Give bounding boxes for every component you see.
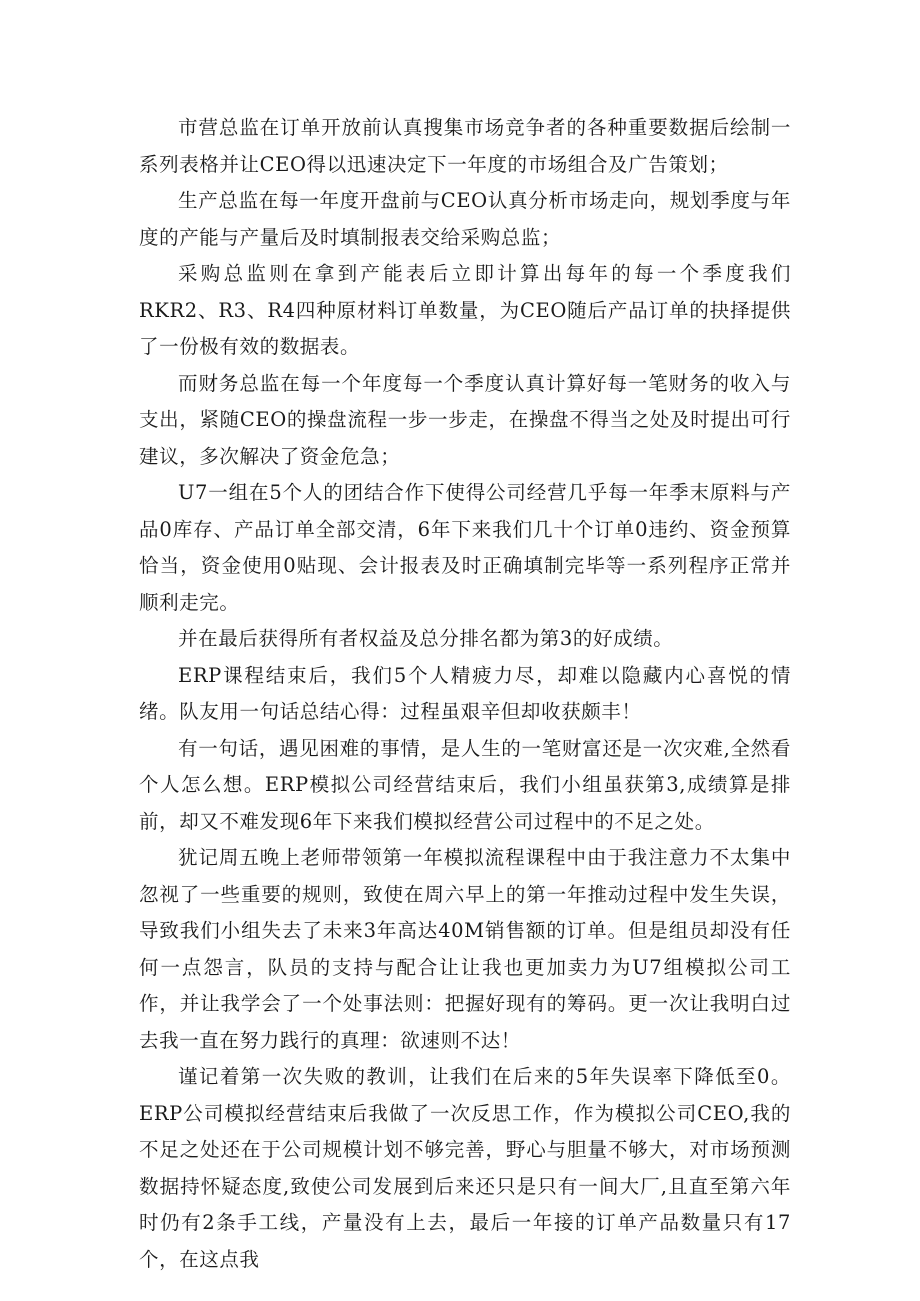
paragraph-team-u7: U7一组在5个人的团结合作下使得公司经营几乎每一年季末原料与产品0库存、产品订单全部交清，6年下来我们几十个订单0违约、资金预算恰当，资金使用0贴现、会计报表及时正确填制完毕等一系列程序正常并顺利走完。: [139, 481, 791, 614]
paragraph-course-end: ERP课程结束后，我们5个人精疲力尽，却难以隐藏内心喜悦的情绪。队友用一句话总结心得：过程虽艰辛但却收获颇丰！: [139, 663, 791, 723]
document-body: [139, 110, 791, 1278]
paragraph-purchasing-director: 采购总监则在拿到产能表后立即计算出每年的每一个季度我们RKR2、R3、R4四种原材料订单数量，为CEO随后产品订单的抉择提供了一份极有效的数据表。: [139, 262, 791, 358]
paragraph-friday-mistake: 犹记周五晚上老师带领第一年模拟流程课程中由于我注意力不太集中忽视了一些重要的规则，致使在周六早上的第一年推动过程中发生失误，导致我们小组失去了未来3年高达40M销售额的订单。但是组员却没有任何一点怨言，队员的支持与配合让让我也更加卖力为U7组模拟公司工作，并让我学会了一个处事法则：把握好现有的筹码。更一次让我明白过去我一直在努力践行的真理：欲速则不达！: [139, 846, 791, 1052]
paragraph-lessons-learned: 谨记着第一次失败的教训，让我们在后来的5年失误率下降低至0。ERP公司模拟经营结束后我做了一次反思工作，作为模拟公司CEO,我的不足之处还在于公司规模计划不够完善，野心与胆量不够大，对市场预测数据持怀疑态度,致使公司发展到后来还只是只有一间大厂,且直至第六年时仍有2条手工线，产量没有上去，最后一年接的订单产品数量只有17个，在这点我: [139, 1065, 791, 1271]
paragraph-production-director: 生产总监在每一年度开盘前与CEO认真分析市场走向，规划季度与年度的产能与产量后及时填制报表交给采购总监；: [139, 189, 791, 249]
paragraph-final-ranking: 并在最后获得所有者权益及总分排名都为第3的好成绩。: [178, 627, 674, 650]
paragraph-finance-director: 而财务总监在每一个年度每一个季度认真计算好每一笔财务的收入与支出，紧随CEO的操盘流程一步一步走，在操盘不得当之处及时提出可行建议，多次解决了资金危急；: [139, 371, 791, 468]
paragraph-reflection: 有一句话，遇见困难的事情，是人生的一笔财富还是一次灾难,全然看个人怎么想。ERP模拟公司经营结束后，我们小组虽获第3,成绩算是排前，却又不难发现6年下来我们模拟经营公司过程中的不足之处。: [139, 736, 791, 833]
paragraph-marketing-director: 市营总监在订单开放前认真搜集市场竞争者的各种重要数据后绘制一系列表格并让CEO得以迅速决定下一年度的市场组合及广告策划；: [139, 116, 791, 176]
